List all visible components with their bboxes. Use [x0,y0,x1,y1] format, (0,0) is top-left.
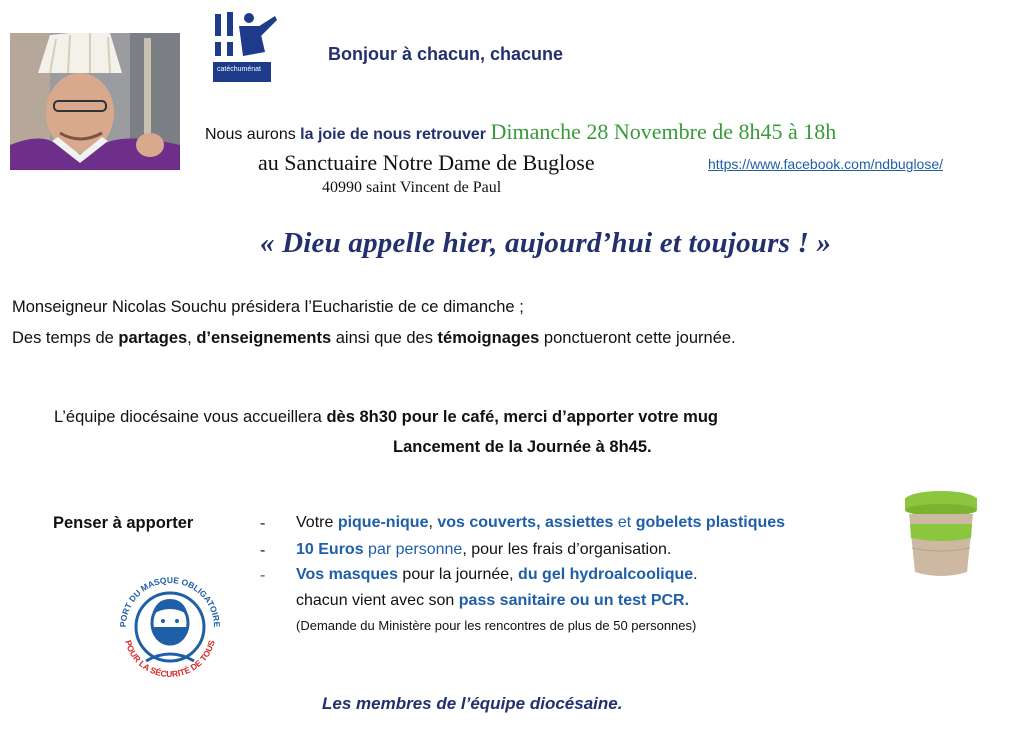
item-text: chacun vient avec son [296,592,459,609]
list-item-fee [296,541,671,559]
item-text: par personne [363,541,463,558]
greeting-title: Bonjour à chacun, chacune [328,44,564,64]
program-text: Des temps de [12,329,119,347]
item-masks: Vos masques [296,566,398,583]
invitation-intro: Nous aurons [205,126,301,143]
event-venue: au Sanctuaire Notre Dame de Buglose [258,150,595,175]
welcome-coffee: dès 8h30 pour le café, merci d’apporter votre mug [326,408,718,426]
bishop-portrait-image [10,33,180,170]
motto-heading: « Dieu appelle hier, aujourd’hui et toujours ! » [260,227,832,259]
item-cups: gobelets plastiques [635,514,786,531]
program-line-2 [12,329,736,348]
mug-icon [900,488,982,580]
program-line-1: Monseigneur Nicolas Souchu présidera l’Eucharistie de ce dimanche ; [12,298,524,316]
item-picnic: pique-nique [337,514,429,531]
mask-badge [110,565,230,685]
invitation-line [205,119,836,145]
event-date: Dimanche 28 Novembre de 8h45 à 18h [490,119,837,144]
program-shares: partages [118,329,188,347]
logo-text: catéchuménat [217,66,261,73]
item-text: , pour les frais d’organisation. [462,541,672,558]
signature: Les membres de l’équipe diocésaine. [322,694,623,713]
item-cutlery: vos couverts, assiettes [437,514,614,531]
program-testimonies: témoignages [437,329,540,347]
program-text: , [187,329,197,347]
item-text: pour la journée, [397,566,519,583]
program-text: ponctueront cette journée. [539,329,736,347]
ministry-note: (Demande du Ministère pour les rencontres de plus de 50 personnes) [296,618,697,633]
invitation-joy: la joie de nous retrouver [300,126,486,143]
list-item-picnic [296,514,785,532]
program-teachings: d’enseignements [196,329,332,347]
bring-label: Penser à apporter [53,514,194,532]
welcome-line-2: Lancement de la Journée à 8h45. [393,438,652,456]
list-item-pass [296,592,689,610]
mask-icon [110,565,230,685]
item-price: 10 Euros [296,541,364,558]
mug-image [900,488,982,580]
item-text: et [613,514,636,531]
facebook-link[interactable]: https://www.facebook.com/ndbuglose/ [708,156,944,172]
item-gel: du gel hydroalcoolique [518,566,694,583]
list-bullet: - [260,515,266,532]
catechumenat-logo [203,8,279,84]
list-bullet: - [260,542,266,559]
item-pass: pass sanitaire ou un test PCR. [458,592,690,609]
welcome-text: L’équipe diocésaine vous accueillera [54,408,327,426]
item-text: Votre [296,514,338,531]
event-address: 40990 saint Vincent de Paul [322,179,502,196]
list-item-masks [296,566,698,584]
mask-bottom-text: POUR LA SÉCURITÉ DE TOUS [123,639,217,680]
list-bullet: - [260,567,266,584]
bishop-photo [10,33,180,170]
welcome-line-1 [54,408,718,427]
item-text: . [693,566,698,583]
item-text: , [428,514,438,531]
program-text: ainsi que des [331,329,438,347]
mask-top-text: PORT DU MASQUE OBLIGATOIRE [117,574,223,628]
